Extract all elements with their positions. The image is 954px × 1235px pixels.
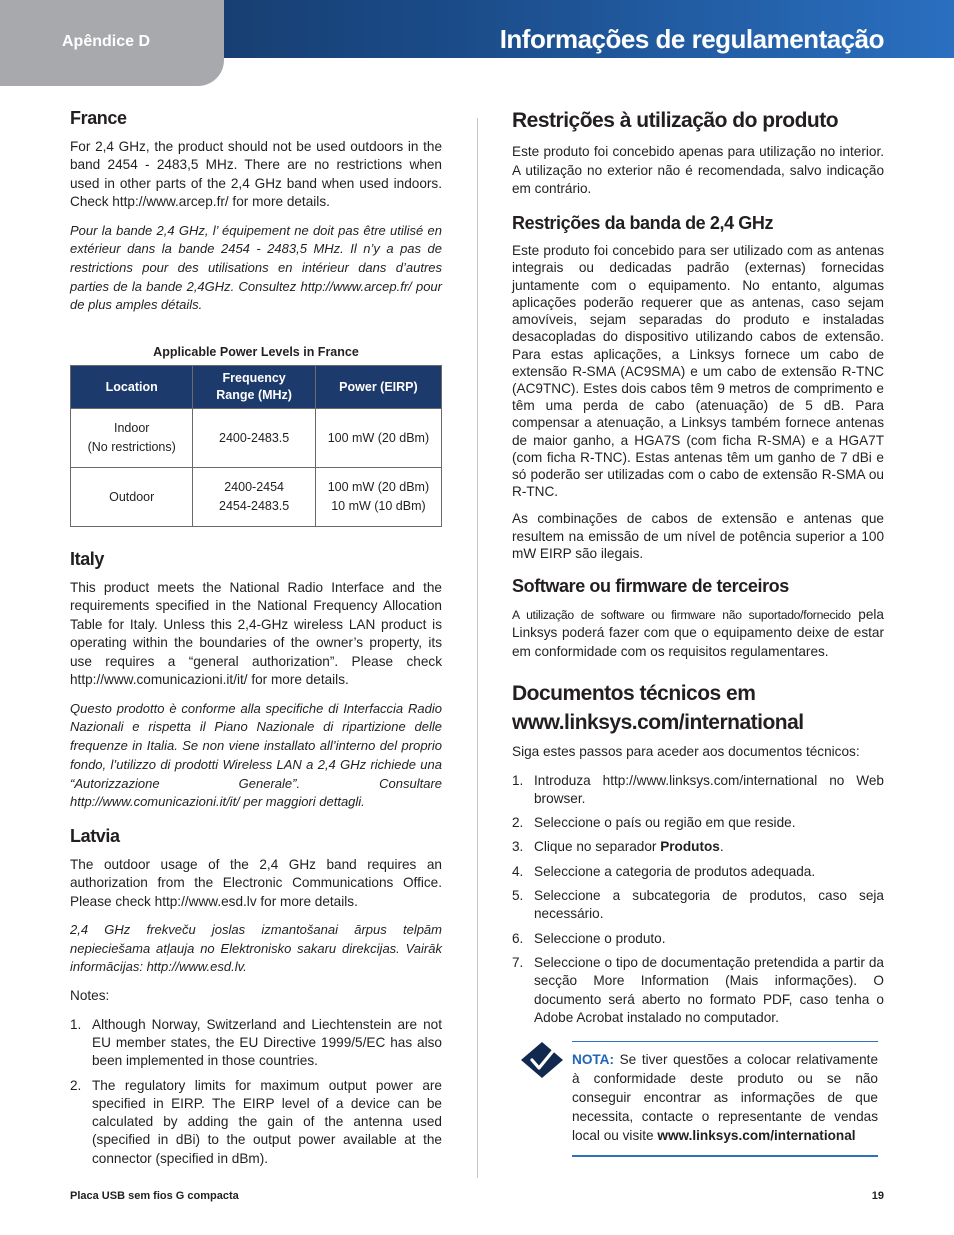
docs-section	[512, 679, 884, 1027]
list-item: 5. Seleccione a subcategoria de produtos, caso seja necessário.	[512, 888, 884, 922]
power-levels-table	[70, 365, 442, 527]
list-item: 6. Seleccione o produto.	[512, 930, 666, 946]
italy-section	[70, 549, 442, 812]
table-header-row	[71, 366, 442, 409]
latvia-heading: Latvia	[70, 825, 120, 846]
docs-heading: Documentos técnicos em www.linksys.com/international	[512, 682, 804, 735]
left-column	[70, 108, 442, 1174]
latvia-paragraph-en: The outdoor usage of the 2,4 GHz band requires an authorization from the Electronic Communications Office. Please check http://www.esd.lv for more details.	[70, 856, 442, 909]
note-label: NOTA:	[572, 1052, 615, 1068]
international-link[interactable]: www.linksys.com/international	[657, 1128, 856, 1144]
docs-intro: Siga estes passos para aceder aos documentos técnicos:	[512, 744, 860, 760]
note-text: NOTA: Se tiver questões a colocar relativamente à conformidade deste produto ou se não conseguir encontrar as informações de que necessita, contacte o representante de vendas local ou visite www.linksys.com/international	[572, 1041, 878, 1157]
right-column	[512, 108, 884, 1171]
latvia-paragraph-lv: 2,4 GHz frekveču joslas izmantošanai ārpus telpām nepieciešama atļauja no Elektronisko sakaru direkcijas. Vairāk informācijas: http://www.esd.lv.	[70, 922, 442, 975]
column-divider	[477, 118, 478, 1178]
notes-label: Notes:	[70, 988, 110, 1004]
page-number: 19	[871, 1190, 884, 1202]
table-cell: Indoor (No restrictions)	[71, 409, 193, 468]
checkmark-icon	[520, 1041, 564, 1079]
appendix-label: Apêndice D	[62, 33, 151, 50]
france-paragraph-en: For 2,4 GHz, the product should not be used outdoors in the band 2454 - 2483,5 MHz. There are no restrictions when used in other parts of the 2,4 GHz band when used indoors. Check http://www.arcep.fr/ for more details.	[70, 138, 442, 210]
list-item: 3. Clique no separador Produtos.	[512, 839, 724, 855]
table-header-frequency: Frequency Range (MHz)	[193, 366, 315, 409]
table-cell: 2400-2454 2454-2483.5	[193, 468, 315, 527]
italy-paragraph-en: This product meets the National Radio Interface and the requirements specified in the National Frequency Allocation Table for Italy. Unless this 2,4-GHz wireless LAN product is operating within the boundaries of the owner’s property, its use requires a “general authorization”. Please check http://www.comunicazioni.it/it/ for more details.	[70, 579, 442, 688]
band-paragraph-1: Este produto foi concebido para ser utilizado com as antenas integrais ou dedicadas padrão (externas) fornecidas juntamente com o equipamento. No entanto, algumas aplicações poderão requerer que as antenas, caso sejam amovíveis, sejam separadas do produto e instaladas desacopladas do dispositivo utilizando cabos de extensão. Para estas aplicações, a Linksys fornece um cabo de extensão R-SMA (AC9SMA) e um cabo de extensão R-TNC (AC9TNC). Estes dois cabos têm 9 metros de comprimento e têm uma perda de cabo (atenuação) de 5 dB. Para compensar a atenuação, a Linksys também fornece antenas de maior ganho, a HGA7S (com ficha R-SMA) e a HGA7T (com ficha R-TNC). Estas antenas têm um ganho de 7 dBi e só poderão ser utilizadas com o cabo de extensão R-SMA ou R-TNC.	[512, 243, 884, 500]
table-cell: 100 mW (20 dBm) 10 mW (10 dBm)	[315, 468, 441, 527]
band-section	[512, 213, 884, 562]
list-item: 2. The regulatory limits for maximum output power are specified in EIRP. The EIRP level of a device can be calculated by adding the gain of the antenna used (specified in dBi) to the output power available at the connector (specified in dBm).	[70, 1077, 442, 1166]
table-cell: 2400-2483.5	[193, 409, 315, 468]
italy-paragraph-it: Questo prodotto è conforme alla specifiche di Interfaccia Radio Nazionali e rispetta il Piano Nazionale di ripartizione delle frequenze in Italia. Se non viene installato all’interno del proprio fondo, l’utilizzo di prodotti Wireless LAN a 2,4 GHz richiede una “Autorizzazione Generale”. Consultare http://www.comunicazioni.it/it/ per maggiori dettagli.	[70, 700, 442, 810]
software-section	[512, 576, 884, 661]
table-caption: Applicable Power Levels in France	[153, 345, 359, 360]
appendix-tab	[0, 0, 224, 86]
table-cell: 100 mW (20 dBm)	[315, 409, 441, 468]
france-heading: France	[70, 108, 127, 128]
notes-list	[70, 1016, 442, 1168]
note-box	[512, 1041, 884, 1171]
list-item: 7. Seleccione o tipo de documentação pretendida a partir da secção More Information (Mais informações). O documento será aberto no formato PDF, caso tenha o Adobe Acrobat instalado no computador.	[512, 954, 884, 1025]
steps-list	[512, 772, 884, 1028]
band-heading: Restrições da banda de 2,4 GHz	[512, 212, 774, 233]
latvia-section	[70, 826, 442, 1168]
band-paragraph-2: As combinações de cabos de extensão e antenas que resultem na emissão de um nível de potência superior a 100 mW EIRP são ilegais.	[512, 511, 884, 561]
produtos-tab-name: Produtos	[660, 839, 720, 855]
footer-product: Placa USB sem fios G compacta	[70, 1190, 239, 1202]
table-row	[71, 468, 442, 527]
restrictions-paragraph: Este produto foi concebido apenas para utilização no interior. A utilização no exterior não é recomendada, salvo indicação em contrário.	[512, 144, 884, 197]
table-header-location: Location	[71, 366, 193, 409]
italy-heading: Italy	[70, 549, 105, 570]
list-item: 1. Although Norway, Switzerland and Liechtenstein are not EU member states, the EU Directive 1999/5/EC has also been implemented in those countries.	[70, 1016, 442, 1069]
table-header-power: Power (EIRP)	[315, 366, 441, 409]
restrictions-heading: Restrições à utilização do produto	[512, 109, 839, 132]
list-item: 2. Seleccione o país ou região em que reside.	[512, 815, 796, 831]
france-paragraph-fr: Pour la bande 2,4 GHz, l’ équipement ne doit pas être utilisé en extérieur dans la bande 2454 - 2483,5 MHz. Il n’y a pas de restrictions pour des utilisations en intérieur dans d’autres parties de la bande 2,4GHz. Consultez http://www.arcep.fr/ pour de plus amples détails.	[70, 222, 442, 313]
software-heading: Software ou firmware de terceiros	[512, 575, 789, 596]
software-paragraph: A utilização de software ou firmware não suportado/fornecido pela Linksys poderá fazer com que o equipamento deixe de estar em conformidade com os requisitos regulamentares.	[512, 606, 884, 659]
list-item: 1. Introduza http://www.linksys.com/international no Web browser.	[512, 772, 884, 806]
list-item: 4. Seleccione a categoria de produtos adequada.	[512, 863, 816, 879]
page-title: Informações de regulamentação	[499, 24, 884, 54]
table-cell: Outdoor	[71, 468, 193, 527]
table-row	[71, 409, 442, 468]
